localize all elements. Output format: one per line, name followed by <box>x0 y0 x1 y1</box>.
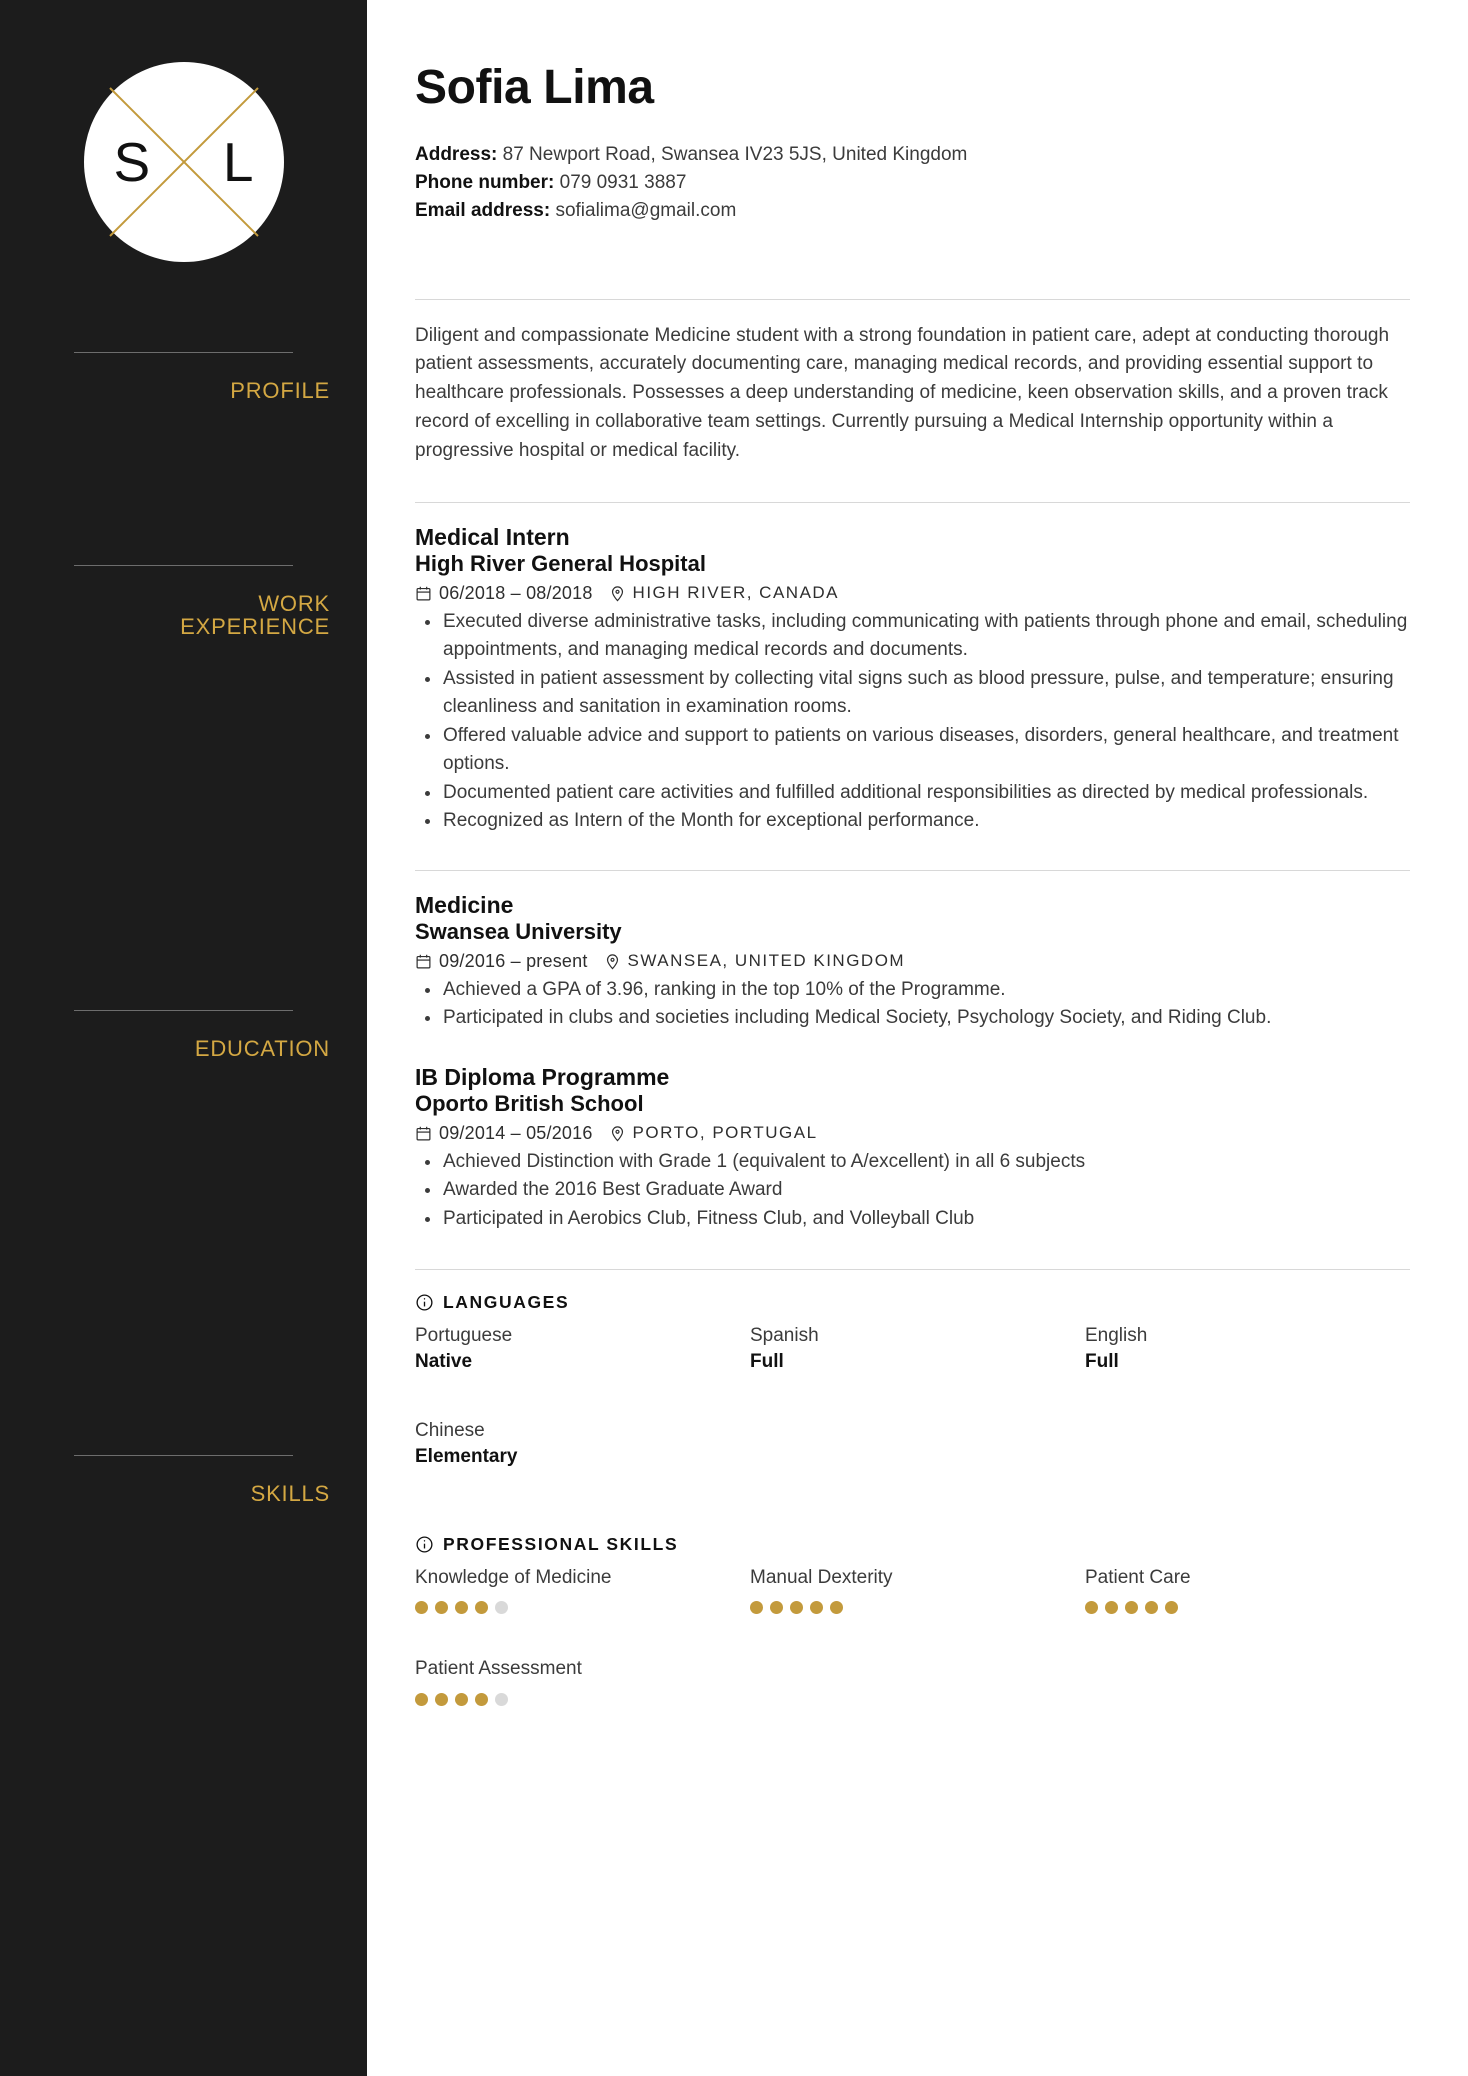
rating-dot-filled <box>1105 1601 1118 1614</box>
professional-skills-heading-label: PROFESSIONAL SKILLS <box>443 1533 679 1554</box>
section-profile <box>415 299 1410 466</box>
sidebar-section-profile <box>0 352 367 402</box>
contact-phone-label: Phone number: <box>415 171 555 193</box>
skill-rating <box>415 1601 740 1614</box>
divider <box>74 352 293 353</box>
location-pin-icon <box>609 1125 626 1142</box>
calendar-icon <box>415 585 432 602</box>
skill-name: Knowledge of Medicine <box>415 1566 612 1588</box>
page-title: Sofia Lima <box>415 61 654 114</box>
language-name: English <box>1085 1325 1148 1347</box>
education-entry-date-group <box>415 1123 593 1144</box>
rating-dot-filled <box>455 1601 468 1614</box>
professional-skills-block <box>415 1534 1410 1728</box>
section-skills <box>415 1269 1410 1728</box>
sidebar <box>0 0 367 2076</box>
rating-dot-filled <box>1085 1601 1098 1614</box>
profile-text: Diligent and compassionate Medicine student with a strong foundation in patient care, adept at conducting thorough patient assessments, accurately documenting care, managing medical records, and providing essential support to healthcare professionals. Possesses a deep understanding of medicine, keen observation skills, and a proven track record of excelling in collaborative team settings. Currently pursuing a Medical Internship opportunity within a progressive hospital or medical facility. <box>415 324 1390 462</box>
rating-dot-filled <box>830 1601 843 1614</box>
rating-dot-empty <box>495 1601 508 1614</box>
sidebar-label-profile: PROFILE <box>230 378 330 403</box>
divider <box>74 1010 293 1011</box>
rating-dot-filled <box>810 1601 823 1614</box>
work-entry-date-group <box>415 583 593 604</box>
skill-item <box>1085 1565 1410 1637</box>
education-entry <box>415 1063 1410 1233</box>
work-entry-meta <box>415 583 1410 604</box>
contact-address-label: Address: <box>415 143 498 165</box>
skill-name: Manual Dexterity <box>750 1566 893 1588</box>
monogram-initial-left: S <box>113 130 151 193</box>
languages-heading <box>415 1292 1410 1313</box>
language-name: Portuguese <box>415 1325 513 1347</box>
education-entry-date-group <box>415 951 588 972</box>
language-level: Full <box>750 1350 784 1372</box>
contact-address <box>415 141 1410 169</box>
education-entry-meta <box>415 951 1410 972</box>
language-item <box>750 1323 1075 1396</box>
list-item: Assisted in patient assessment by collecting vital signs such as blood pressure, pulse, and temperature; ensuring cleanliness and sanitation in examination rooms. <box>415 665 1410 722</box>
info-icon <box>415 1535 434 1554</box>
logo-container <box>0 62 367 262</box>
rating-dot-filled <box>455 1693 468 1706</box>
list-item: Documented patient care activities and fulfilled additional responsibilities as directed by medical professionals. <box>415 779 1410 808</box>
rating-dot-filled <box>415 1601 428 1614</box>
list-item: Awarded the 2016 Best Graduate Award <box>415 1176 1410 1205</box>
calendar-icon <box>415 953 432 970</box>
rating-dot-empty <box>495 1693 508 1706</box>
work-entry-title: Medical Intern <box>415 523 570 550</box>
section-divider <box>415 299 1410 300</box>
rating-dot-filled <box>435 1601 448 1614</box>
monogram-initial-right: L <box>222 130 254 193</box>
list-item: Achieved Distinction with Grade 1 (equivalent to A/excellent) in all 6 subjects <box>415 1148 1410 1177</box>
location-pin-icon <box>609 585 626 602</box>
education-entry-location: SWANSEA, UNITED KINGDOM <box>627 951 906 971</box>
skill-name: Patient Care <box>1085 1566 1191 1588</box>
education-entry-bullets <box>415 1148 1410 1234</box>
divider <box>74 565 293 566</box>
divider <box>74 1455 293 1456</box>
skill-item <box>750 1565 1075 1637</box>
section-education <box>415 870 1410 1233</box>
monogram-logo <box>84 62 284 262</box>
contact-email-value: sofialima@gmail.com <box>555 199 737 221</box>
resume-header <box>415 62 1410 225</box>
education-entry <box>415 891 1410 1033</box>
education-entry-dates: 09/2016 – present <box>439 950 588 971</box>
language-item <box>415 1418 740 1491</box>
contact-phone <box>415 169 1410 197</box>
work-entry-location-group <box>609 583 839 603</box>
education-entry-bullets <box>415 976 1410 1033</box>
calendar-icon <box>415 1125 432 1142</box>
education-entry-title: Medicine <box>415 891 514 918</box>
rating-dot-filled <box>1125 1601 1138 1614</box>
rating-dot-filled <box>750 1601 763 1614</box>
rating-dot-filled <box>1145 1601 1158 1614</box>
list-item: Achieved a GPA of 3.96, ranking in the top 10% of the Programme. <box>415 976 1410 1005</box>
language-level: Full <box>1085 1350 1119 1372</box>
education-entry-location: PORTO, PORTUGAL <box>632 1123 818 1143</box>
contact-email-label: Email address: <box>415 199 551 221</box>
education-entry-meta <box>415 1123 1410 1144</box>
section-work-experience <box>415 502 1410 836</box>
resume-content <box>367 0 1468 2076</box>
contact-address-value: 87 Newport Road, Swansea IV23 5JS, United Kingdom <box>502 143 968 165</box>
contact-phone-value: 079 0931 3887 <box>559 171 687 193</box>
rating-dot-filled <box>475 1601 488 1614</box>
list-item: Offered valuable advice and support to patients on various diseases, disorders, general healthcare, and treatment options. <box>415 722 1410 779</box>
language-name: Spanish <box>750 1325 819 1347</box>
section-divider <box>415 870 1410 871</box>
skill-rating <box>750 1601 1075 1614</box>
sidebar-label-skills: SKILLS <box>250 1481 330 1506</box>
languages-heading-label: LANGUAGES <box>443 1292 570 1313</box>
list-item: Recognized as Intern of the Month for exceptional performance. <box>415 807 1410 836</box>
professional-skills-grid <box>415 1565 1410 1728</box>
sidebar-label-experience: EXPERIENCE <box>180 614 330 640</box>
contact-block <box>415 141 1410 225</box>
rating-dot-filled <box>770 1601 783 1614</box>
list-item: Participated in Aerobics Club, Fitness Club, and Volleyball Club <box>415 1205 1410 1234</box>
languages-block <box>415 1292 1410 1492</box>
work-entry-organization: High River General Hospital <box>415 550 706 576</box>
sidebar-section-work-experience <box>0 565 367 638</box>
location-pin-icon <box>604 953 621 970</box>
languages-grid <box>415 1323 1410 1492</box>
work-entry <box>415 523 1410 836</box>
education-entry-location-group <box>609 1123 818 1143</box>
sidebar-label-education: EDUCATION <box>194 1036 330 1061</box>
skill-item <box>415 1565 740 1637</box>
sidebar-section-skills <box>0 1455 367 1505</box>
professional-skills-heading <box>415 1534 1410 1555</box>
skill-name: Patient Assessment <box>415 1658 582 1680</box>
list-item: Participated in clubs and societies including Medical Society, Psychology Society, and Riding Club. <box>415 1004 1410 1033</box>
skill-item <box>415 1656 740 1728</box>
skill-rating <box>415 1693 740 1706</box>
section-divider <box>415 502 1410 503</box>
section-divider <box>415 1269 1410 1270</box>
education-entry-dates: 09/2014 – 05/2016 <box>439 1122 593 1143</box>
sidebar-label-work: WORK <box>258 591 330 616</box>
education-entry-location-group <box>604 951 906 971</box>
work-entry-location: HIGH RIVER, CANADA <box>632 583 840 603</box>
work-entry-dates: 06/2018 – 08/2018 <box>439 582 593 603</box>
rating-dot-filled <box>1165 1601 1178 1614</box>
work-entry-bullets <box>415 608 1410 836</box>
skill-rating <box>1085 1601 1410 1614</box>
language-level: Native <box>415 1350 473 1372</box>
language-name: Chinese <box>415 1420 485 1442</box>
monogram-letters <box>84 130 284 193</box>
contact-email <box>415 197 1410 225</box>
rating-dot-filled <box>435 1693 448 1706</box>
education-entry-organization: Swansea University <box>415 918 622 944</box>
rating-dot-filled <box>415 1693 428 1706</box>
rating-dot-filled <box>790 1601 803 1614</box>
list-item: Executed diverse administrative tasks, including communicating with patients through phone and email, scheduling appointments, and managing medical records and documents. <box>415 608 1410 665</box>
rating-dot-filled <box>475 1693 488 1706</box>
education-entry-organization: Oporto British School <box>415 1090 644 1116</box>
education-entry-title: IB Diploma Programme <box>415 1063 670 1090</box>
language-item <box>415 1323 740 1396</box>
language-level: Elementary <box>415 1445 518 1467</box>
info-icon <box>415 1293 434 1312</box>
language-item <box>1085 1323 1410 1396</box>
sidebar-section-education <box>0 1010 367 1060</box>
